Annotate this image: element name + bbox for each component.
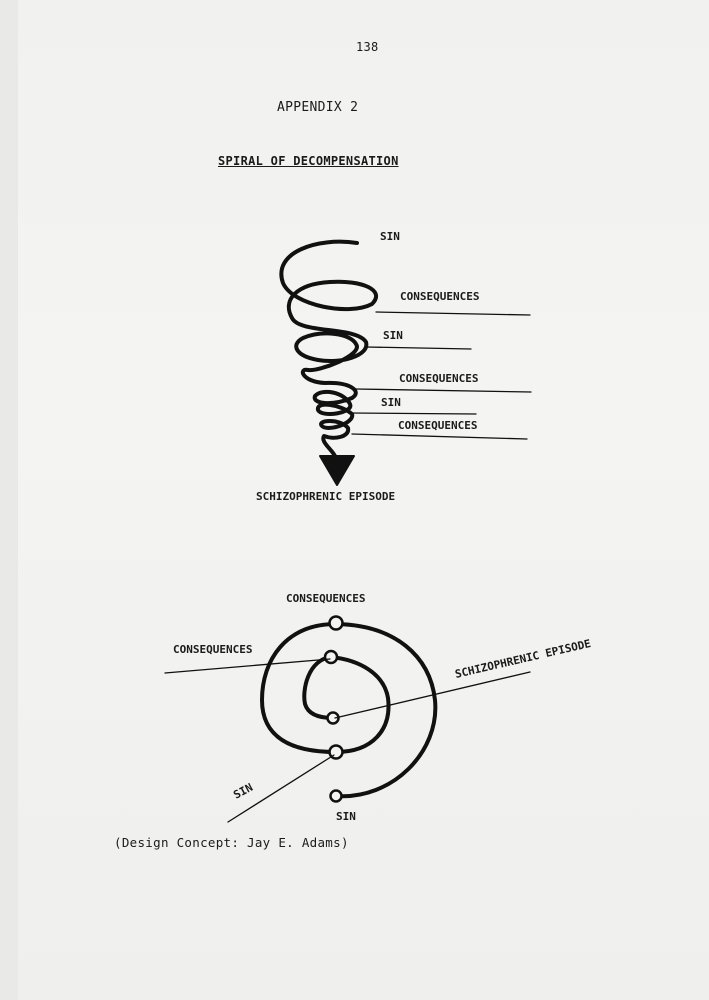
leader-sin-3: [349, 413, 476, 414]
leader-consequences-1: [376, 312, 530, 315]
page-number: 138: [356, 40, 379, 54]
label-consequences-3: CONSEQUENCES: [398, 419, 478, 432]
node-top: [330, 617, 343, 630]
label-sin-2: SIN: [383, 329, 403, 342]
label-sin-1: SIN: [380, 230, 400, 243]
label-consequences-2: CONSEQUENCES: [399, 372, 479, 385]
label-sin-3: SIN: [381, 396, 401, 409]
design-credit: (Design Concept: Jay E. Adams): [114, 835, 349, 850]
leader-consequences-2: [355, 389, 531, 392]
top-labels: [256, 230, 479, 503]
label-consequences-1: CONSEQUENCES: [400, 290, 480, 303]
label-sin-bottom: SIN: [336, 810, 356, 823]
descending-spiral: [281, 242, 531, 485]
leader-sin-2: [366, 347, 471, 349]
leader-episode: [335, 672, 530, 718]
node-inner-left: [325, 651, 337, 663]
leader-consequences-left: [165, 659, 330, 673]
label-consequences-top: CONSEQUENCES: [286, 592, 366, 605]
diagram-title: SPIRAL OF DECOMPENSATION: [218, 154, 399, 168]
label-consequences-left: CONSEQUENCES: [173, 643, 253, 656]
label-episode-bottom: SCHIZOPHRENIC EPISODE: [453, 636, 593, 681]
label-episode-top: SCHIZOPHRENIC EPISODE: [256, 490, 396, 503]
node-bottom: [331, 791, 342, 802]
label-sin-left: SIN: [231, 780, 255, 802]
spiral-path: [281, 242, 376, 458]
leader-consequences-3: [352, 434, 527, 439]
flat-spiral-path: [262, 624, 435, 796]
appendix-heading: APPENDIX 2: [277, 100, 359, 115]
spiral-arrowhead: [320, 456, 354, 485]
